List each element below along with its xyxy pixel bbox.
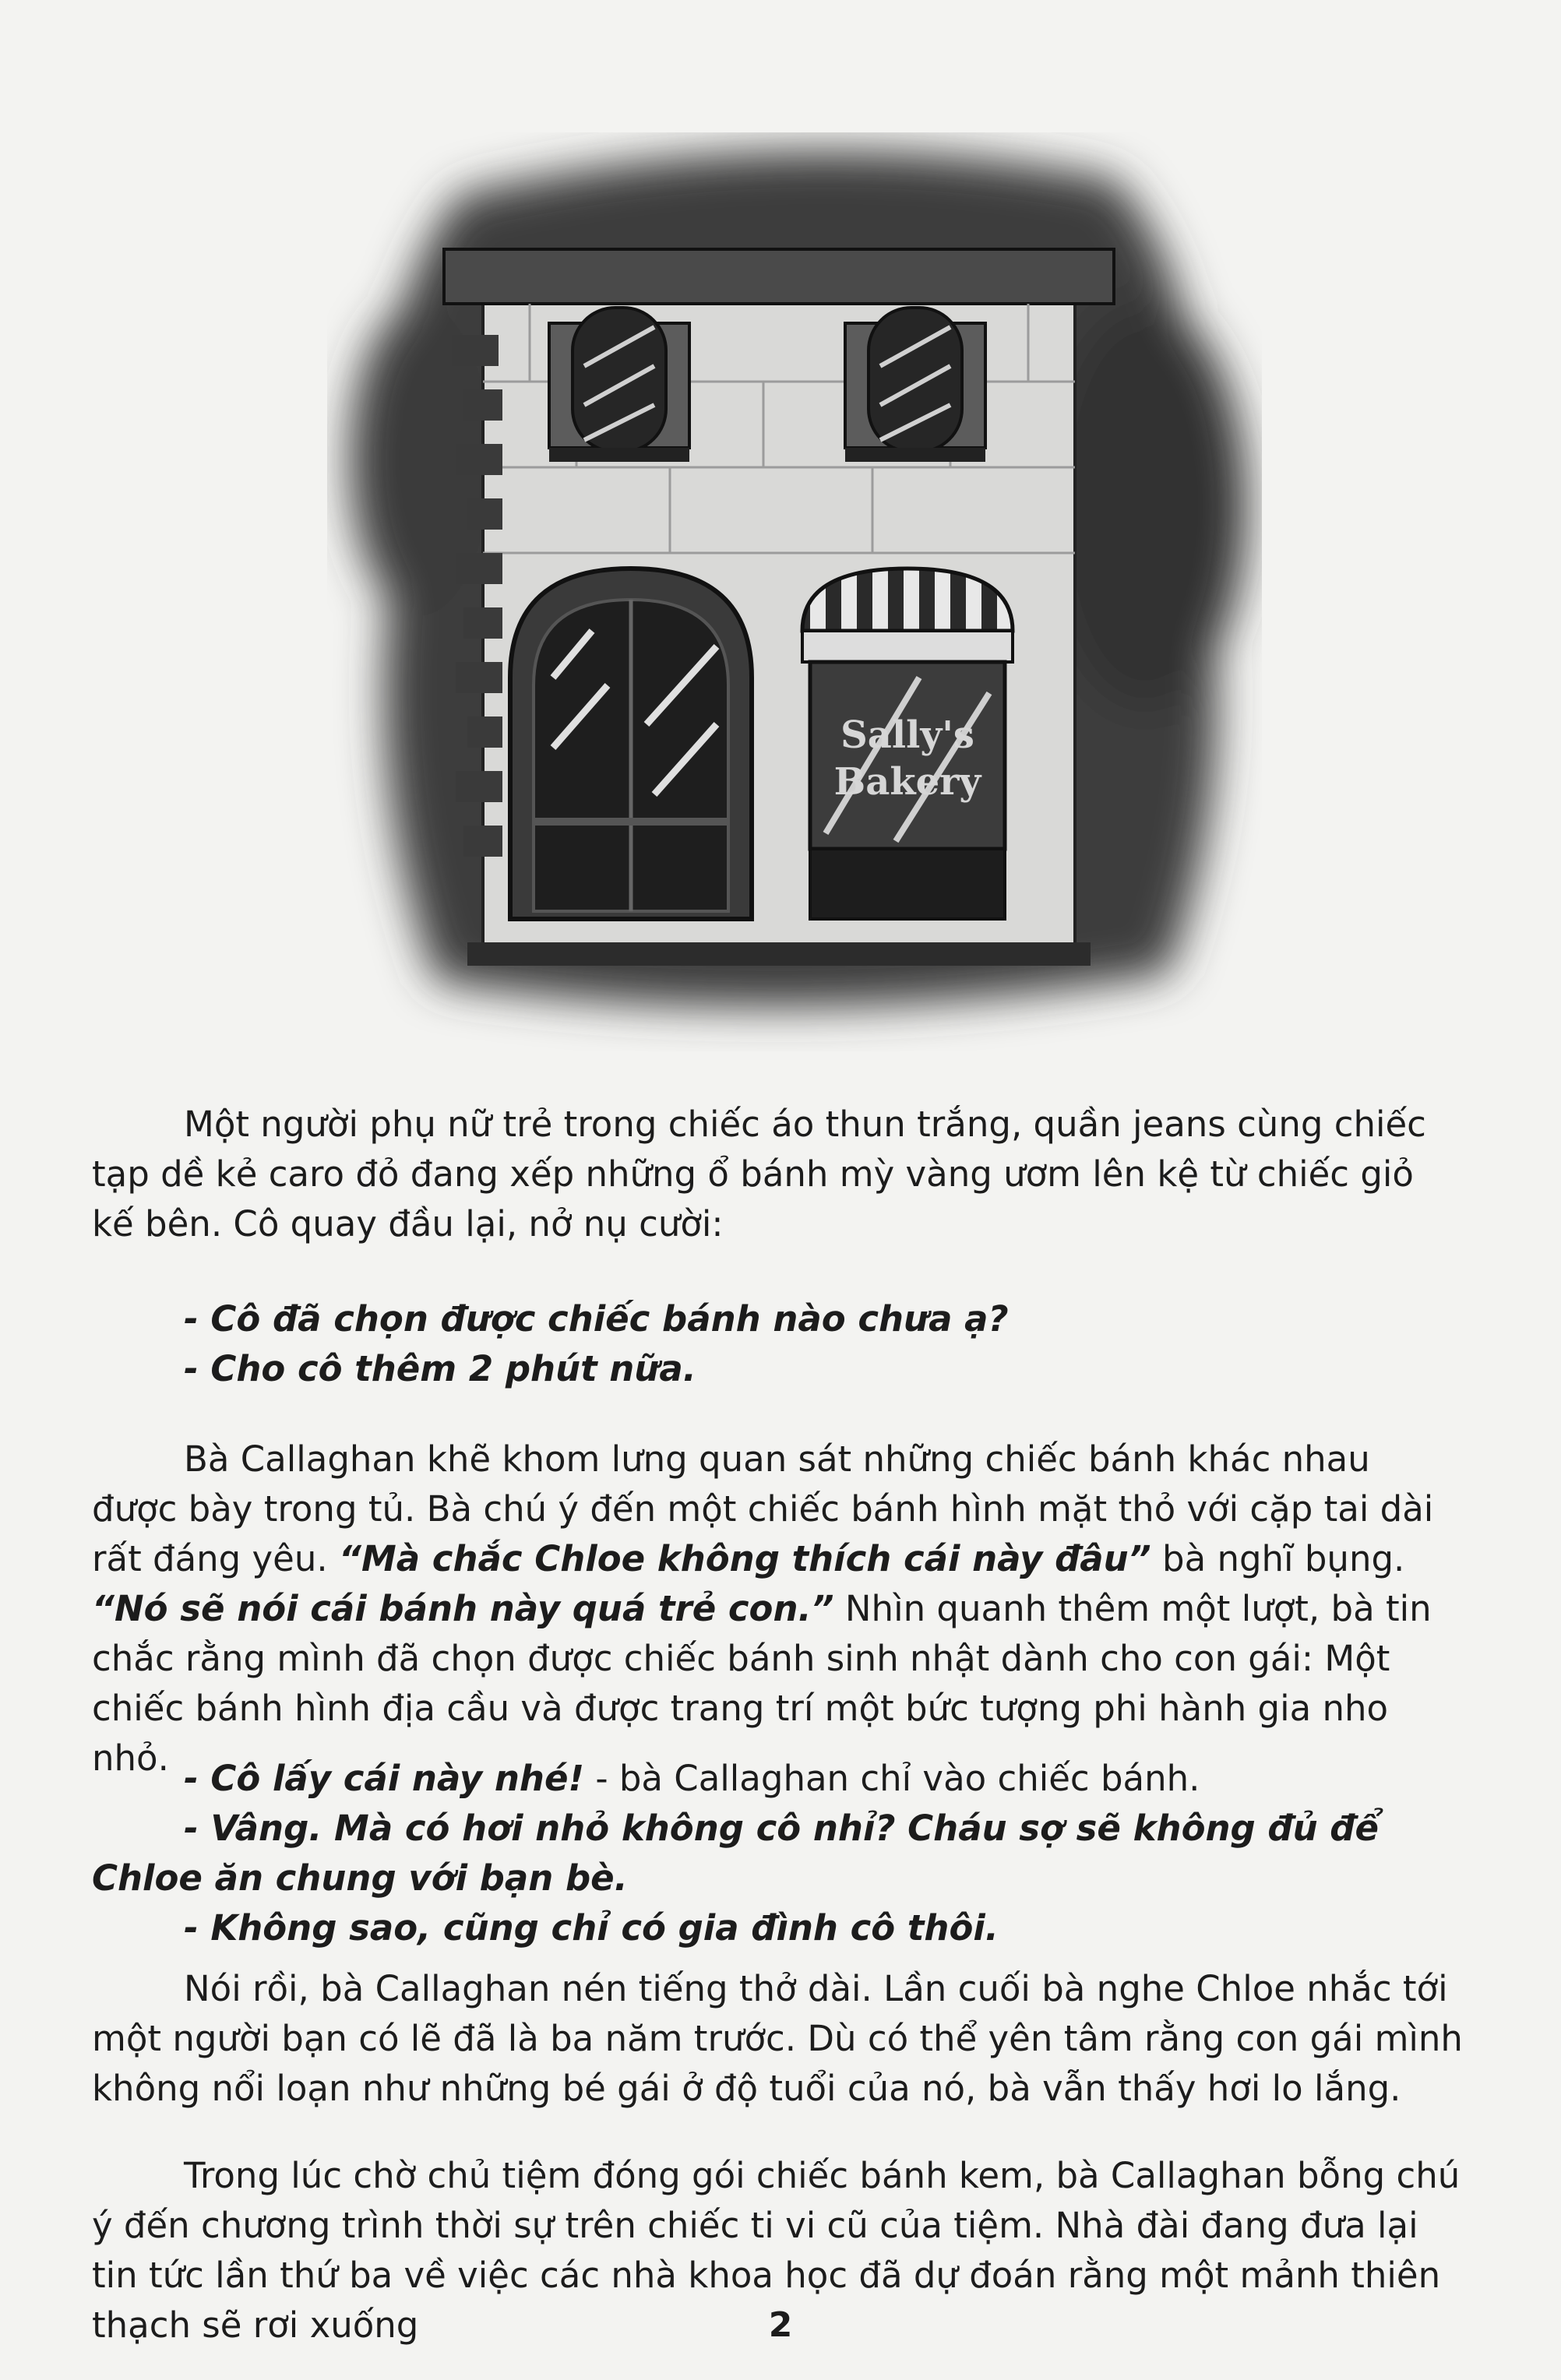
dialogue-line <box>92 1754 1463 1804</box>
text-span: Bà Callaghan khẽ khom lưng quan sát những chiếc bánh khác nhau được bày trong tủ. Bà chú ý đến một chiếc bánh hình mặt thỏ với cặp tai dài rất đáng yêu. <box>92 1438 1434 1579</box>
thought-quote: “Mà chắc Chloe không thích cái này đâu” <box>339 1538 1151 1579</box>
shop-sign-line1: Sally's <box>840 713 974 757</box>
shop-window <box>802 569 1013 919</box>
upper-window-left <box>549 308 689 462</box>
dialogue-line: - Vâng. Mà có hơi nhỏ không cô nhỉ? Cháu sợ sẽ không đủ để Chloe ăn chung với bạn bè. <box>92 1808 1380 1899</box>
dialogue-group-1 <box>92 1294 1463 1394</box>
paragraph-text: Trong lúc chờ chủ tiệm đóng gói chiếc bánh kem, bà Callaghan bỗng chú ý đến chương trình thời sự trên chiếc ti vi cũ của tiệm. Nhà đài đang đưa lại tin tức lần thứ ba về việc các nhà khoa học đã dự đoán rằng một mảnh thiên thạch sẽ rơi xuống <box>92 2155 1461 2346</box>
paragraph-sigh <box>92 1964 1463 2114</box>
dialogue-narration: - bà Callaghan chỉ vào chiếc bánh. <box>584 1758 1200 1799</box>
paragraph-text <box>92 1435 1463 1783</box>
paragraph-callaghan <box>92 1435 1463 1783</box>
paragraph-intro <box>92 1100 1463 1249</box>
dialogue-group-2 <box>92 1754 1463 1953</box>
shop-sign-line2: Bakery <box>833 760 981 804</box>
text-span: bà nghĩ bụng. <box>1150 1538 1405 1579</box>
paragraph-text: Một người phụ nữ trẻ trong chiếc áo thun trắng, quần jeans cùng chiếc tạp dề kẻ caro đỏ đang xếp những ổ bánh mỳ vàng ươm lên kệ từ chiếc giỏ kế bên. Cô quay đầu lại, nở nụ cười: <box>92 1104 1426 1245</box>
dialogue-speech: - Cô lấy cái này nhé! <box>184 1758 585 1799</box>
paragraph-text: Nói rồi, bà Callaghan nén tiếng thở dài. Lần cuối bà nghe Chloe nhắc tới một người bạn có lẽ đã là ba năm trước. Dù có thể yên tâm rằng con gái mình không nổi loạn như những bé gái ở độ tuổi của nó, bà vẫn thấy hơi lo lắng. <box>92 1968 1463 2109</box>
page-number: 2 <box>768 2305 793 2345</box>
dialogue-line: - Không sao, cũng chỉ có gia đình cô thôi. <box>184 1907 999 1949</box>
dialogue-line: - Cô đã chọn được chiếc bánh nào chưa ạ? <box>184 1298 1009 1340</box>
text-span: Nhìn quanh thêm một lượt, bà tin chắc rằng mình đã chọn được chiếc bánh sinh nhật dành cho con gái: Một chiếc bánh hình địa cầu và được trang trí một bức tượng phi hành gia nho nhỏ. <box>92 1588 1432 1779</box>
thought-quote: “Nó sẽ nói cái bánh này quá trẻ con.” <box>92 1588 834 1629</box>
ground <box>467 942 1091 966</box>
bakery-illustration <box>327 132 1262 1051</box>
upper-window-right <box>845 308 985 462</box>
dialogue-line: - Cho cô thêm 2 phút nữa. <box>184 1348 696 1389</box>
arched-door <box>510 569 752 919</box>
